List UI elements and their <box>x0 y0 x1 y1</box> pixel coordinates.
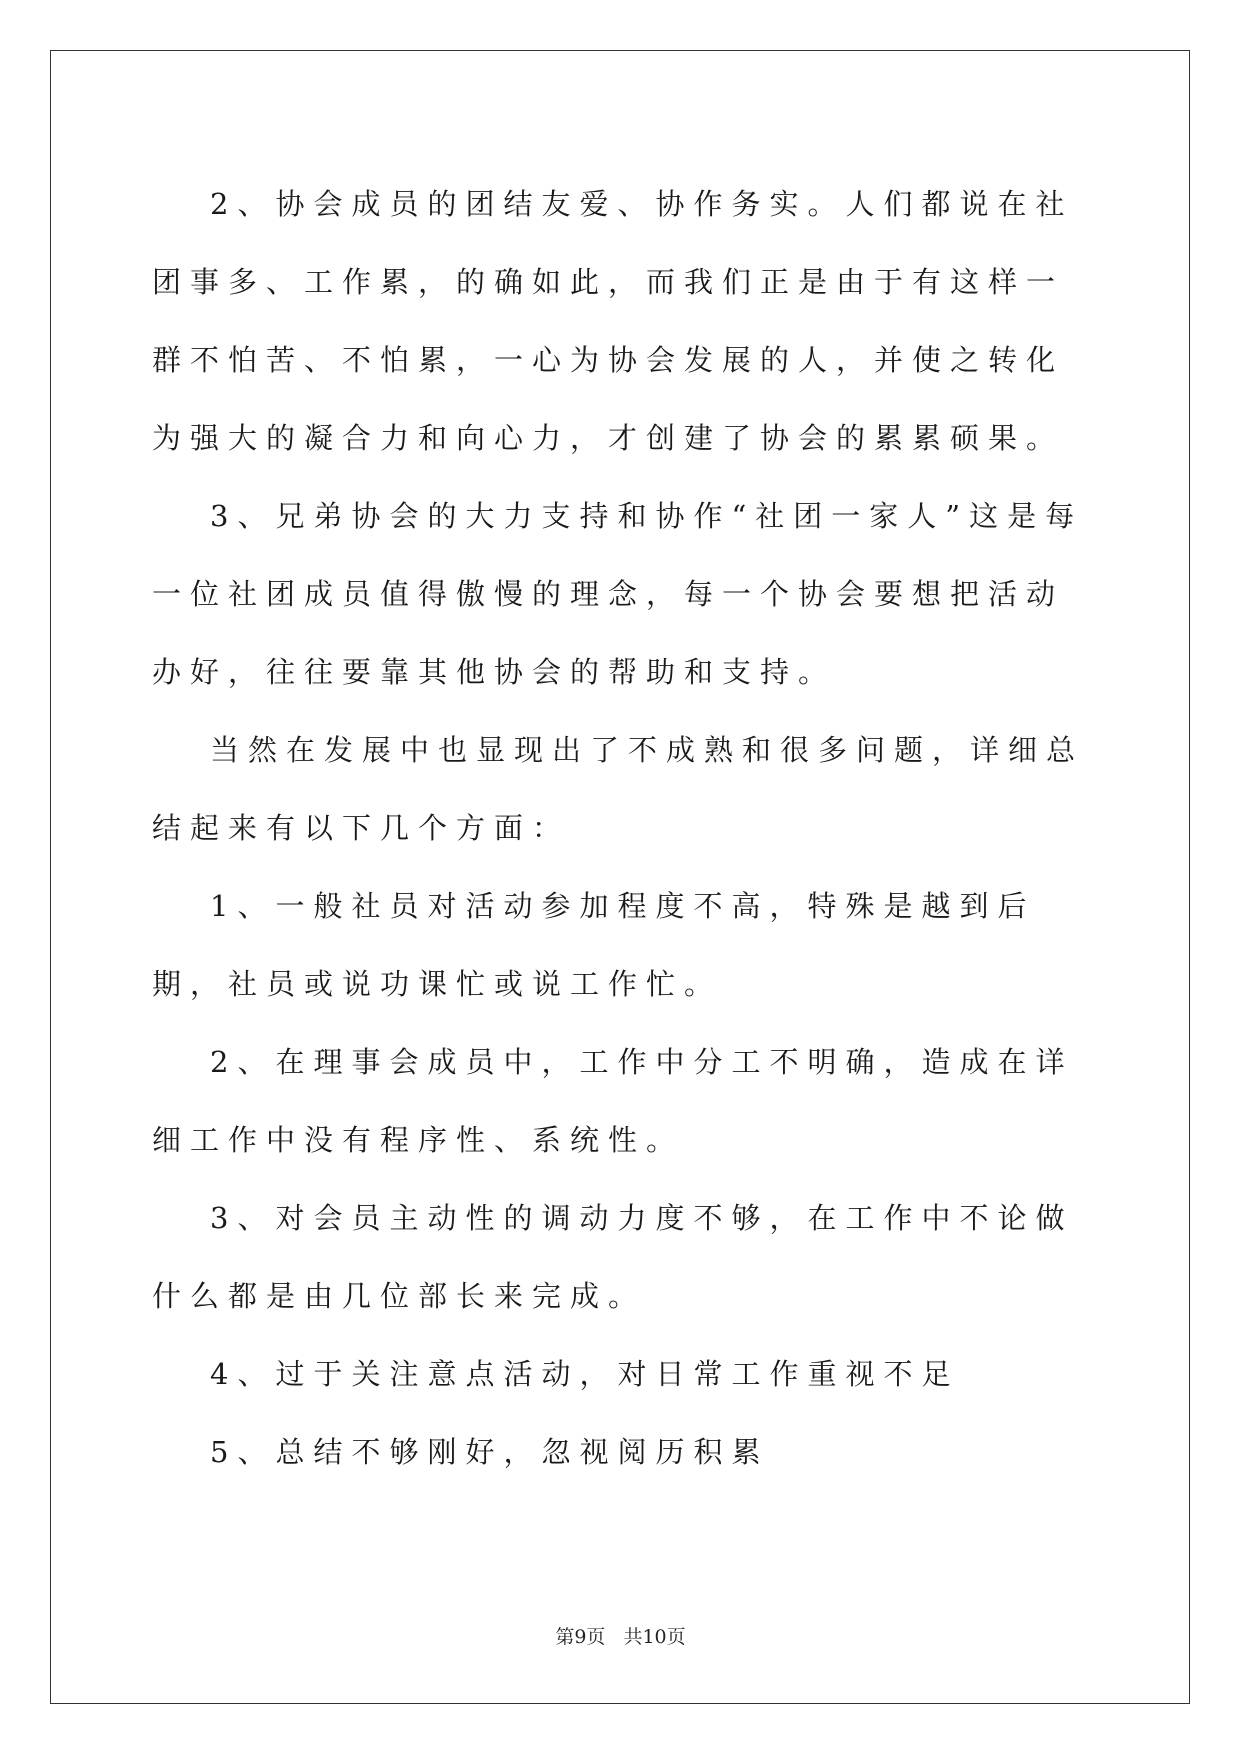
page-total: 共10页 <box>623 1626 686 1648</box>
paragraph-4: 1、一般社员对活动参加程度不高，特殊是越到后期，社员或说功课忙或说工作忙。 <box>152 889 1036 1001</box>
paragraph-8: 5、总结不够刚好，忽视阅历积累 <box>210 1435 770 1469</box>
document-body <box>152 165 1092 1491</box>
paragraph-3: 当然在发展中也显现出了不成熟和很多问题，详细总结起来有以下几个方面： <box>152 733 1085 845</box>
paragraph-6: 3、对会员主动性的调动力度不够，在工作中不论做什么都是由几位部长来完成。 <box>152 1201 1074 1313</box>
paragraph-2: 3、兄弟协会的大力支持和协作“社团一家人”这是每一位社团成员值得傲慢的理念，每一个协会要想把活动办好，往往要靠其他协会的帮助和支持。 <box>152 499 1084 689</box>
paragraph-5: 2、在理事会成员中，工作中分工不明确，造成在详细工作中没有程序性、系统性。 <box>152 1045 1074 1157</box>
page-footer <box>0 1622 1241 1649</box>
paragraph-1: 2、协会成员的团结友爱、协作务实。人们都说在社团事多、工作累，的确如此，而我们正是由于有这样一群不怕苦、不怕累，一心为协会发展的人，并使之转化为强大的凝合力和向心力，才创建了协会的累累硕果。 <box>152 187 1074 455</box>
paragraph-7: 4、过于关注意点活动，对日常工作重视不足 <box>210 1357 960 1391</box>
page-number: 第9页 <box>555 1626 606 1648</box>
